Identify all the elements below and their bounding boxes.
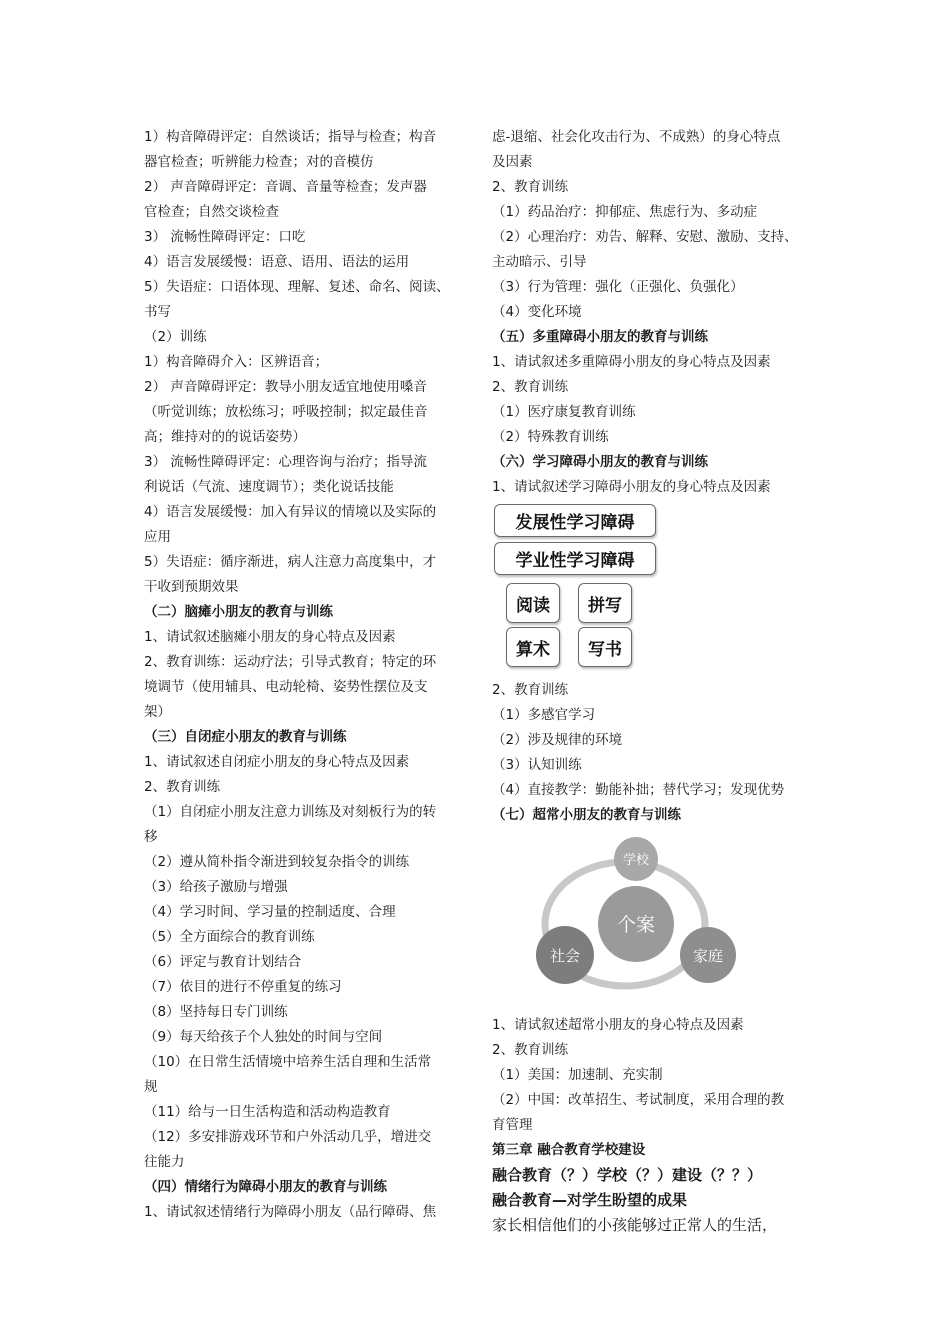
text-line: 境调节（使用辅具、电动轮椅、姿势性摆位及支 bbox=[144, 679, 428, 695]
gifted-diagram bbox=[492, 828, 820, 1013]
spelling-box: 拼写 bbox=[578, 583, 632, 623]
text-line: （4）直接教学：勤能补拙；替代学习；发现优势 bbox=[492, 782, 785, 798]
text-line: （1）自闭症小朋友注意力训练及对刻板行为的转 bbox=[144, 804, 437, 820]
arithmetic-box: 算术 bbox=[506, 627, 560, 667]
text-line: （1）多感官学习 bbox=[492, 707, 596, 723]
text-line: 及因素 bbox=[492, 154, 533, 170]
left-column bbox=[144, 125, 462, 1225]
society-label: 社会 bbox=[549, 947, 581, 965]
text-line: 应用 bbox=[144, 529, 171, 545]
text-line: 5）失语症：循序渐进，病人注意力高度集中，才 bbox=[144, 554, 437, 570]
text-line: （12）多安排游戏环节和户外活动几乎，增进交 bbox=[144, 1129, 432, 1145]
right-section-final bbox=[492, 1163, 820, 1238]
text-line: 规 bbox=[144, 1079, 158, 1095]
text-line: （4）变化环境 bbox=[492, 304, 582, 320]
text-line: 器官检查；听辨能力检查；对的音模仿 bbox=[144, 154, 374, 170]
text-line: （10）在日常生活情境中培养生活自理和生活常 bbox=[144, 1054, 432, 1070]
text-line: 3） 流畅性障碍评定：口吃 bbox=[144, 229, 306, 245]
family-label: 家庭 bbox=[692, 947, 724, 965]
text-line: （11）给与一日生活构造和活动构造教育 bbox=[144, 1104, 391, 1120]
text-line: 第三章 融合教育学校建设 bbox=[492, 1142, 646, 1158]
text-line: 2、教育训练 bbox=[144, 779, 221, 795]
text-line: （8）坚持每日专门训练 bbox=[144, 1004, 288, 1020]
text-line: 4）语言发展缓慢：加入有异议的情境以及实际的 bbox=[144, 504, 437, 520]
text-line: 往能力 bbox=[144, 1154, 185, 1170]
text-line: 1、请试叙述情绪行为障碍小朋友（品行障碍、焦 bbox=[144, 1204, 437, 1220]
text-line: （7）依目的进行不停重复的练习 bbox=[144, 979, 342, 995]
text-line: 主动暗示、引导 bbox=[492, 254, 587, 270]
text-line: 架） bbox=[144, 704, 171, 720]
text-line: （4）学习时间、学习量的控制适度、合理 bbox=[144, 904, 396, 920]
gifted-cycle-svg bbox=[492, 828, 820, 1013]
text-line: 书写 bbox=[144, 304, 171, 320]
text-line: （3）给孩子激励与增强 bbox=[144, 879, 288, 895]
text-line: （3）行为管理：强化（正强化、负强化） bbox=[492, 279, 744, 295]
text-line: 1、请试叙述多重障碍小朋友的身心特点及因素 bbox=[492, 354, 771, 370]
text-line: 4）语言发展缓慢：语意、语用、语法的运用 bbox=[144, 254, 410, 270]
text-line: 育管理 bbox=[492, 1117, 533, 1133]
text-line: （听觉训练；放松练习；呼吸控制；拟定最佳音 bbox=[144, 404, 428, 420]
text-line: 高；维持对的的说话姿势） bbox=[144, 429, 306, 445]
center-label: 个案 bbox=[616, 914, 656, 936]
text-line: 1、请试叙述超常小朋友的身心特点及因素 bbox=[492, 1017, 744, 1033]
text-line: 2、教育训练：运动疗法；引导式教育；特定的环 bbox=[144, 654, 437, 670]
academic-ld-box: 学业性学习障碍 bbox=[494, 542, 656, 575]
school-label: 学校 bbox=[622, 853, 650, 868]
text-line: 5）失语症：口语体现、理解、复述、命名、阅读、 bbox=[144, 279, 450, 295]
text-line: 干收到预期效果 bbox=[144, 579, 239, 595]
text-line: 2） 声音障碍评定：教导小朋友适宜地使用嗓音 bbox=[144, 379, 427, 395]
text-line: 1）构音障碍介入：区辨语音； bbox=[144, 354, 329, 370]
text-line: （3）认知训练 bbox=[492, 757, 582, 773]
text-line: （二）脑瘫小朋友的教育与训练 bbox=[144, 604, 333, 620]
text-line: 官检查；自然交谈检查 bbox=[144, 204, 279, 220]
text-line: 虑-退缩、社会化攻击行为、不成熟）的身心特点 bbox=[492, 129, 781, 145]
text-line: 2、教育训练 bbox=[492, 682, 569, 698]
text-line: （1）药品治疗：抑郁症、焦虑行为、多动症 bbox=[492, 204, 758, 220]
text-line: 2、教育训练 bbox=[492, 1042, 569, 1058]
body-text-line: 家长相信他们的小孩能够过正常人的生活， bbox=[492, 1216, 778, 1234]
text-line: 1、请试叙述学习障碍小朋友的身心特点及因素 bbox=[492, 479, 771, 495]
text-line: （2）遵从简朴指令渐进到较复杂指令的训练 bbox=[144, 854, 410, 870]
developmental-ld-box: 发展性学习障碍 bbox=[494, 504, 656, 537]
text-line: （2）训练 bbox=[144, 329, 207, 345]
text-line: 1、请试叙述脑瘫小朋友的身心特点及因素 bbox=[144, 629, 396, 645]
text-line: 1）构音障碍评定：自然谈话；指导与检查；构音 bbox=[144, 129, 437, 145]
text-line: 移 bbox=[144, 829, 158, 845]
right-section-b bbox=[492, 678, 820, 828]
text-line: （6）评定与教育计划结合 bbox=[144, 954, 302, 970]
text-line: （2）心理治疗：劝告、解释、安慰、激励、支持、 bbox=[492, 229, 798, 245]
text-line: 利说话（气流、速度调节）；类化说话技能 bbox=[144, 479, 394, 495]
text-line: （1）医疗康复教育训练 bbox=[492, 404, 636, 420]
text-line: （2）涉及规律的环境 bbox=[492, 732, 623, 748]
text-line: 2） 声音障碍评定：音调、音量等检查；发声器 bbox=[144, 179, 427, 195]
text-line: 1、请试叙述自闭症小朋友的身心特点及因素 bbox=[144, 754, 410, 770]
text-line: （五）多重障碍小朋友的教育与训练 bbox=[492, 329, 708, 345]
reading-box: 阅读 bbox=[506, 583, 560, 623]
right-column bbox=[492, 125, 820, 1238]
text-line: 3） 流畅性障碍评定：心理咨询与治疗；指导流 bbox=[144, 454, 427, 470]
text-line: 2、教育训练 bbox=[492, 179, 569, 195]
section-heading: 融合教育—对学生盼望的成果 bbox=[492, 1191, 688, 1209]
right-section-a bbox=[492, 125, 820, 500]
text-line: （1）美国：加速制、充实制 bbox=[492, 1067, 663, 1083]
text-line: （5）全方面综合的教育训练 bbox=[144, 929, 315, 945]
text-line: 2、教育训练 bbox=[492, 379, 569, 395]
text-line: （9）每天给孩子个人独处的时间与空间 bbox=[144, 1029, 383, 1045]
text-line: （六）学习障碍小朋友的教育与训练 bbox=[492, 454, 708, 470]
text-line: （四）情绪行为障碍小朋友的教育与训练 bbox=[144, 1179, 387, 1195]
text-line: （三）自闭症小朋友的教育与训练 bbox=[144, 729, 347, 745]
text-line: （2）特殊教育训练 bbox=[492, 429, 609, 445]
right-section-c bbox=[492, 1013, 820, 1163]
text-line: （2）中国：改革招生、考试制度，采用合理的教 bbox=[492, 1092, 785, 1108]
writing-box: 写书 bbox=[578, 627, 632, 667]
text-line: （七）超常小朋友的教育与训练 bbox=[492, 807, 681, 823]
section-heading: 融合教育（？）学校（？）建设（？？） bbox=[492, 1166, 763, 1184]
learning-disability-diagram bbox=[492, 500, 820, 678]
